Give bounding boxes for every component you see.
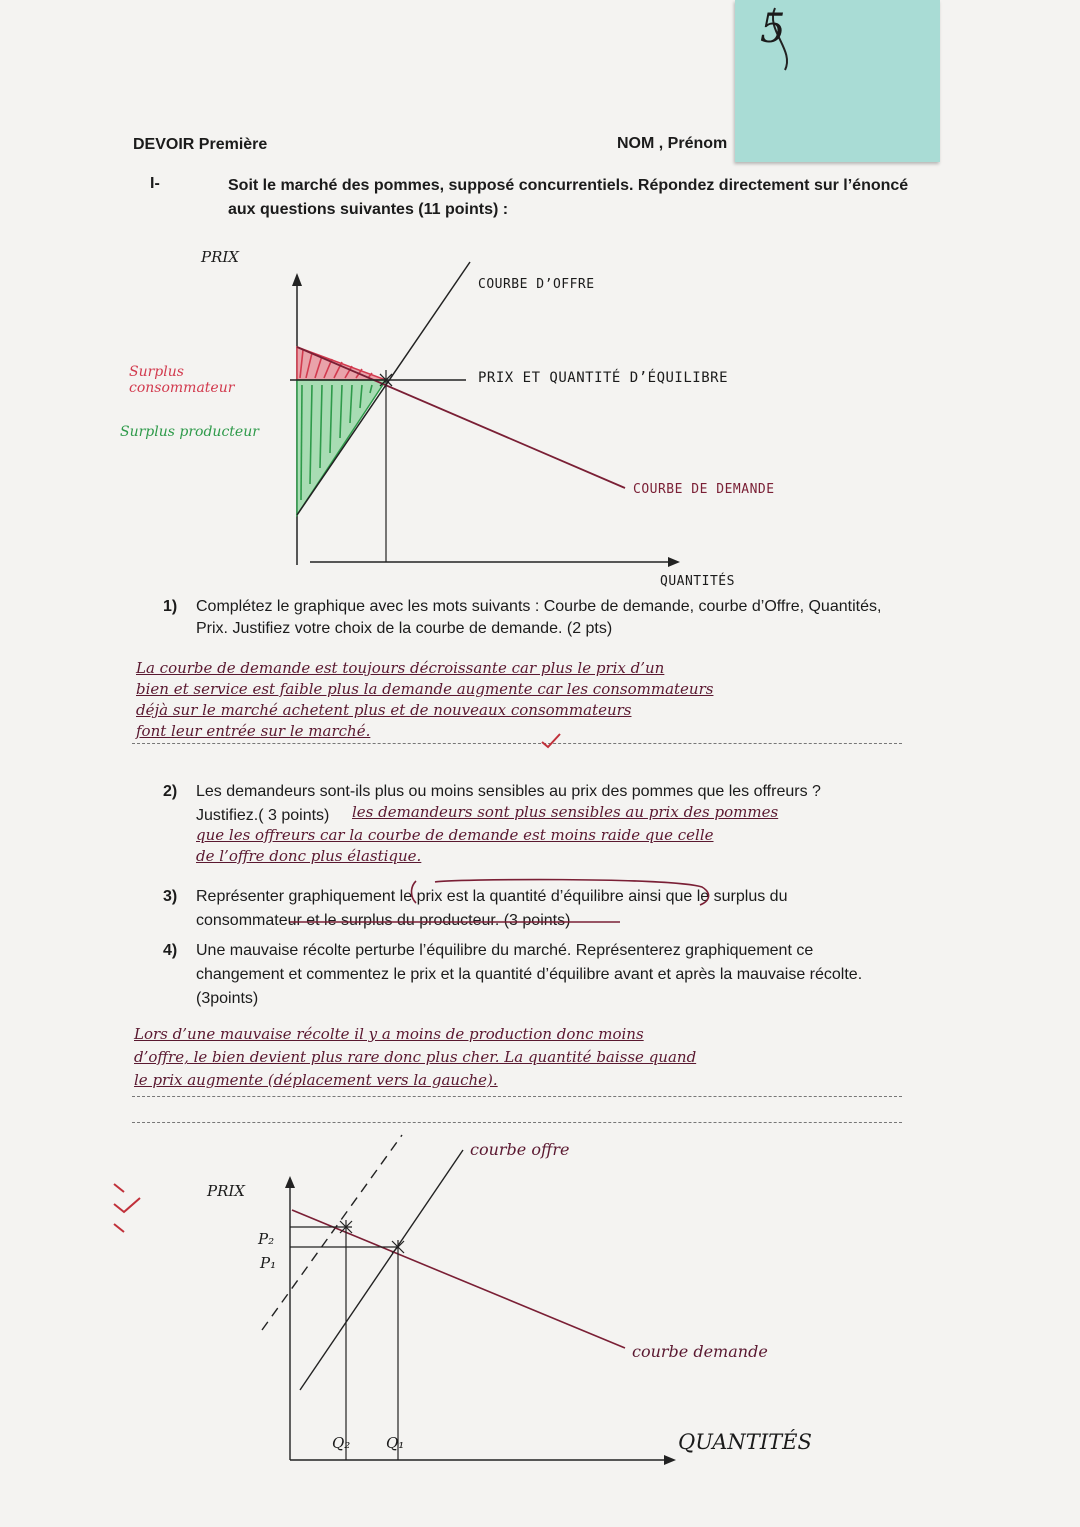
- q1-text: Complétez le graphique avec les mots suivants : Courbe de demande, courbe d’Offre, Quantités, Prix. Justifiez votre choix de la courbe de demande. (2 pts): [196, 598, 882, 637]
- graph2-ylabel: PRIX: [207, 1182, 245, 1200]
- graph2-shifted-supply-curve: [262, 1135, 402, 1330]
- graph1-ylabel: PRIX: [201, 248, 239, 266]
- graph1-equilibrium-label: PRIX ET QUANTITÉ D’ÉQUILIBRE: [478, 370, 729, 386]
- graph1-consumer-surplus-label: Surplus consommateur: [129, 364, 235, 396]
- q4-text-a: Une mauvaise récolte perturbe l’équilibre du marché. Représenterez graphiquement ce: [196, 942, 814, 959]
- graph2-y-arrow-icon: [285, 1176, 295, 1188]
- header-title: DEVOIR Première: [133, 136, 268, 153]
- q1-answer-line-1: La courbe de demande est toujours décroissante car plus le prix d’un: [136, 659, 665, 677]
- q3-number: 3): [163, 888, 178, 905]
- q2-number: 2): [163, 783, 178, 800]
- q1-answer-line-3: déjà sur le marché achetent plus et de nouveaux consommateurs: [136, 701, 632, 719]
- q2-answer-line-2: de l’offre donc plus élastique.: [196, 847, 422, 865]
- graph-2: [0, 1130, 1080, 1490]
- q2-answer-inline: les demandeurs sont plus sensibles au prix des pommes: [352, 803, 779, 821]
- q4-answer-line-3: le prix augmente (déplacement vers la gauche).: [134, 1071, 498, 1089]
- graph2-supply-label: courbe offre: [470, 1140, 570, 1159]
- q4-text-b: changement et commentez le prix et la quantité d’équilibre avant et après la mauvaise récolte.: [196, 966, 863, 983]
- graph1-xlabel: QUANTITÉS: [660, 574, 735, 589]
- q3-annotation-marks: [280, 875, 750, 935]
- graph2-q2-label: Q₂: [332, 1434, 351, 1452]
- graph2-p2-label: P₂: [258, 1230, 275, 1248]
- q3-text-b: consommateur et le surplus du producteur. (3 points): [196, 912, 571, 929]
- part-numeral: I-: [150, 175, 160, 192]
- part-intro: Soit le marché des pommes, supposé concurrentiels. Répondez directement sur l’énoncé aux questions suivantes (11 points) :: [228, 177, 909, 218]
- q4-answer-rule-1: [132, 1096, 902, 1097]
- graph-1: [0, 240, 1080, 600]
- q2-answer-line-1: que les offreurs car la courbe de demande est moins raide que celle: [196, 826, 714, 844]
- graph2-demand-label: courbe demande: [632, 1342, 768, 1361]
- graph2-q1-label: Q₁: [386, 1434, 405, 1452]
- sticky-note-mark: 5: [760, 6, 786, 52]
- graph2-p1-label: P₁: [260, 1254, 277, 1272]
- q1-check-icon: [540, 732, 564, 750]
- q3-text-a: Représenter graphiquement le prix est la quantité d’équilibre ainsi que le surplus du: [196, 888, 788, 905]
- q2-text-b: Justifiez.( 3 points): [196, 807, 330, 824]
- graph2-xlabel: QUANTITÉS: [678, 1430, 812, 1454]
- q1-answer-line-2: bien et service est faible plus la demande augmente car les consommateurs: [136, 680, 714, 698]
- q4-answer-line-2: d’offre, le bien devient plus rare donc plus cher. La quantité baisse quand: [134, 1048, 697, 1066]
- q4-answer-line-1: Lors d’une mauvaise récolte il y a moins de production donc moins: [134, 1025, 644, 1043]
- graph1-x-arrow-icon: [668, 557, 680, 567]
- q1-number: 1): [163, 598, 178, 615]
- graph1-demand-label: COURBE DE DEMANDE: [633, 482, 775, 497]
- q4-number: 4): [163, 942, 178, 959]
- q1-answer-line-4: font leur entrée sur le marché.: [136, 722, 371, 740]
- q2-text-a: Les demandeurs sont-ils plus ou moins sensibles au prix des pommes que les offreurs ?: [196, 783, 821, 800]
- graph1-y-arrow-icon: [292, 273, 302, 286]
- q1-answer-rule: [132, 743, 902, 744]
- graph2-x-arrow-icon: [664, 1455, 676, 1465]
- graph1-supply-label: COURBE D’OFFRE: [478, 277, 595, 292]
- q4-text-c: (3points): [196, 990, 259, 1007]
- header-name-field: NOM , Prénom: [617, 135, 728, 152]
- graph1-producer-surplus-label: Surplus producteur: [120, 424, 259, 440]
- q4-answer-rule-2: [132, 1122, 902, 1123]
